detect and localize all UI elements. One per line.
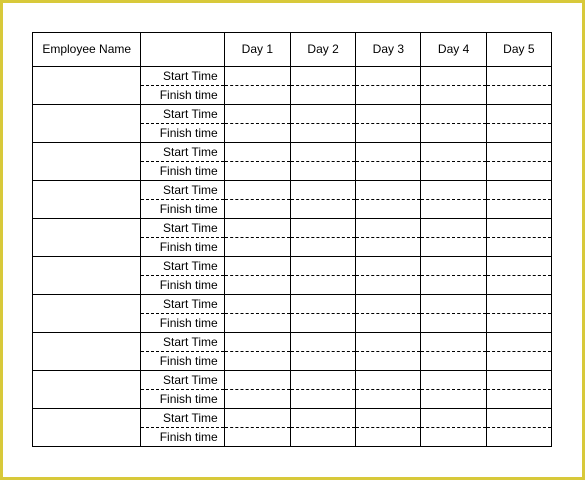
finish-time-cell-day-3[interactable] [356,124,421,143]
employee-name-cell[interactable] [33,409,141,447]
finish-time-cell-day-2[interactable] [290,390,355,409]
finish-time-cell-day-5[interactable] [486,238,551,257]
start-time-cell-day-2[interactable] [290,295,355,314]
finish-time-label: Finish time [141,124,224,143]
finish-time-cell-day-2[interactable] [290,124,355,143]
finish-time-cell-day-1[interactable] [224,352,290,371]
start-time-cell-day-1[interactable] [224,181,290,200]
start-time-cell-day-3[interactable] [356,219,421,238]
start-time-cell-day-2[interactable] [290,333,355,352]
finish-time-cell-day-5[interactable] [486,124,551,143]
start-time-label: Start Time [141,219,224,238]
finish-time-cell-day-2[interactable] [290,428,355,447]
finish-time-cell-day-4[interactable] [421,276,486,295]
finish-time-cell-day-3[interactable] [356,162,421,181]
start-time-cell-day-3[interactable] [356,409,421,428]
finish-time-cell-day-3[interactable] [356,200,421,219]
start-time-label: Start Time [141,257,224,276]
start-time-cell-day-1[interactable] [224,143,290,162]
start-time-cell-day-4[interactable] [421,67,486,86]
finish-time-label: Finish time [141,390,224,409]
finish-time-cell-day-2[interactable] [290,352,355,371]
finish-time-label: Finish time [141,86,224,105]
finish-time-cell-day-3[interactable] [356,86,421,105]
finish-time-cell-day-2[interactable] [290,162,355,181]
start-time-cell-day-3[interactable] [356,257,421,276]
finish-time-cell-day-4[interactable] [421,390,486,409]
finish-time-label: Finish time [141,238,224,257]
start-time-cell-day-2[interactable] [290,67,355,86]
finish-time-cell-day-3[interactable] [356,390,421,409]
finish-time-label: Finish time [141,352,224,371]
start-time-cell-day-5[interactable] [486,219,551,238]
start-time-cell-day-4[interactable] [421,219,486,238]
finish-time-cell-day-1[interactable] [224,238,290,257]
finish-time-cell-day-3[interactable] [356,352,421,371]
start-time-cell-day-4[interactable] [421,409,486,428]
finish-time-cell-day-4[interactable] [421,314,486,333]
start-time-cell-day-1[interactable] [224,257,290,276]
start-time-cell-day-1[interactable] [224,371,290,390]
finish-time-cell-day-5[interactable] [486,162,551,181]
start-time-cell-day-1[interactable] [224,295,290,314]
start-time-cell-day-4[interactable] [421,257,486,276]
start-time-cell-day-5[interactable] [486,371,551,390]
finish-time-cell-day-4[interactable] [421,238,486,257]
start-time-cell-day-4[interactable] [421,371,486,390]
start-time-cell-day-5[interactable] [486,409,551,428]
start-time-cell-day-2[interactable] [290,105,355,124]
finish-time-cell-day-2[interactable] [290,86,355,105]
start-time-label: Start Time [141,181,224,200]
finish-time-cell-day-3[interactable] [356,238,421,257]
finish-time-cell-day-3[interactable] [356,276,421,295]
start-time-label: Start Time [141,105,224,124]
day-5-header: Day 5 [486,33,551,67]
finish-time-label: Finish time [141,200,224,219]
finish-time-cell-day-4[interactable] [421,428,486,447]
start-time-cell-day-1[interactable] [224,105,290,124]
finish-time-cell-day-2[interactable] [290,314,355,333]
finish-time-label: Finish time [141,428,224,447]
employee-name-cell[interactable] [33,143,141,181]
finish-time-label: Finish time [141,162,224,181]
start-time-row [33,105,552,124]
finish-time-cell-day-1[interactable] [224,390,290,409]
finish-time-cell-day-4[interactable] [421,162,486,181]
finish-time-label: Finish time [141,314,224,333]
start-time-cell-day-5[interactable] [486,105,551,124]
employee-name-cell[interactable] [33,257,141,295]
day-3-header: Day 3 [356,33,421,67]
finish-time-cell-day-1[interactable] [224,162,290,181]
start-time-cell-day-3[interactable] [356,67,421,86]
start-time-cell-day-1[interactable] [224,409,290,428]
day-4-header: Day 4 [421,33,486,67]
start-time-cell-day-5[interactable] [486,333,551,352]
start-time-row [33,67,552,86]
start-time-cell-day-3[interactable] [356,143,421,162]
employee-name-cell[interactable] [33,181,141,219]
employee-name-cell[interactable] [33,219,141,257]
finish-time-cell-day-1[interactable] [224,314,290,333]
finish-time-cell-day-5[interactable] [486,86,551,105]
day-1-header: Day 1 [224,33,290,67]
finish-time-cell-day-5[interactable] [486,314,551,333]
finish-time-cell-day-4[interactable] [421,124,486,143]
start-time-row [33,295,552,314]
start-time-label: Start Time [141,409,224,428]
start-time-cell-day-1[interactable] [224,67,290,86]
finish-time-cell-day-5[interactable] [486,428,551,447]
start-time-cell-day-5[interactable] [486,295,551,314]
finish-time-cell-day-4[interactable] [421,352,486,371]
timesheet-table [32,32,552,447]
start-time-row [33,333,552,352]
start-time-row [33,143,552,162]
start-time-row [33,371,552,390]
finish-time-cell-day-2[interactable] [290,238,355,257]
start-time-cell-day-5[interactable] [486,143,551,162]
start-time-cell-day-4[interactable] [421,143,486,162]
start-time-cell-day-4[interactable] [421,105,486,124]
employee-name-cell[interactable] [33,295,141,333]
start-time-cell-day-4[interactable] [421,333,486,352]
employee-name-cell[interactable] [33,105,141,143]
start-time-cell-day-5[interactable] [486,257,551,276]
start-time-cell-day-1[interactable] [224,333,290,352]
finish-time-cell-day-1[interactable] [224,200,290,219]
start-time-cell-day-4[interactable] [421,181,486,200]
start-time-cell-day-3[interactable] [356,371,421,390]
start-time-cell-day-3[interactable] [356,181,421,200]
employee-name-cell[interactable] [33,67,141,105]
start-time-cell-day-2[interactable] [290,143,355,162]
timesheet-body [33,67,552,447]
start-time-cell-day-5[interactable] [486,181,551,200]
start-time-cell-day-3[interactable] [356,333,421,352]
employee-name-header: Employee Name [33,33,141,67]
time-label-header [141,33,224,67]
finish-time-cell-day-5[interactable] [486,352,551,371]
finish-time-cell-day-1[interactable] [224,276,290,295]
start-time-label: Start Time [141,333,224,352]
employee-name-cell[interactable] [33,333,141,371]
finish-time-cell-day-1[interactable] [224,86,290,105]
start-time-label: Start Time [141,67,224,86]
start-time-row [33,257,552,276]
start-time-label: Start Time [141,143,224,162]
start-time-row [33,409,552,428]
start-time-row [33,181,552,200]
start-time-cell-day-2[interactable] [290,371,355,390]
finish-time-cell-day-1[interactable] [224,124,290,143]
start-time-cell-day-5[interactable] [486,67,551,86]
finish-time-label: Finish time [141,276,224,295]
start-time-cell-day-1[interactable] [224,219,290,238]
finish-time-cell-day-2[interactable] [290,200,355,219]
start-time-cell-day-2[interactable] [290,181,355,200]
finish-time-cell-day-5[interactable] [486,276,551,295]
finish-time-cell-day-4[interactable] [421,200,486,219]
finish-time-cell-day-4[interactable] [421,86,486,105]
start-time-cell-day-2[interactable] [290,219,355,238]
start-time-cell-day-3[interactable] [356,295,421,314]
start-time-row [33,219,552,238]
start-time-cell-day-4[interactable] [421,295,486,314]
finish-time-cell-day-1[interactable] [224,428,290,447]
start-time-cell-day-2[interactable] [290,409,355,428]
finish-time-cell-day-5[interactable] [486,390,551,409]
start-time-cell-day-2[interactable] [290,257,355,276]
start-time-label: Start Time [141,295,224,314]
start-time-cell-day-3[interactable] [356,105,421,124]
finish-time-cell-day-3[interactable] [356,314,421,333]
finish-time-cell-day-5[interactable] [486,200,551,219]
finish-time-cell-day-3[interactable] [356,428,421,447]
finish-time-cell-day-2[interactable] [290,276,355,295]
employee-name-cell[interactable] [33,371,141,409]
day-2-header: Day 2 [290,33,355,67]
start-time-label: Start Time [141,371,224,390]
header-row [33,33,552,67]
